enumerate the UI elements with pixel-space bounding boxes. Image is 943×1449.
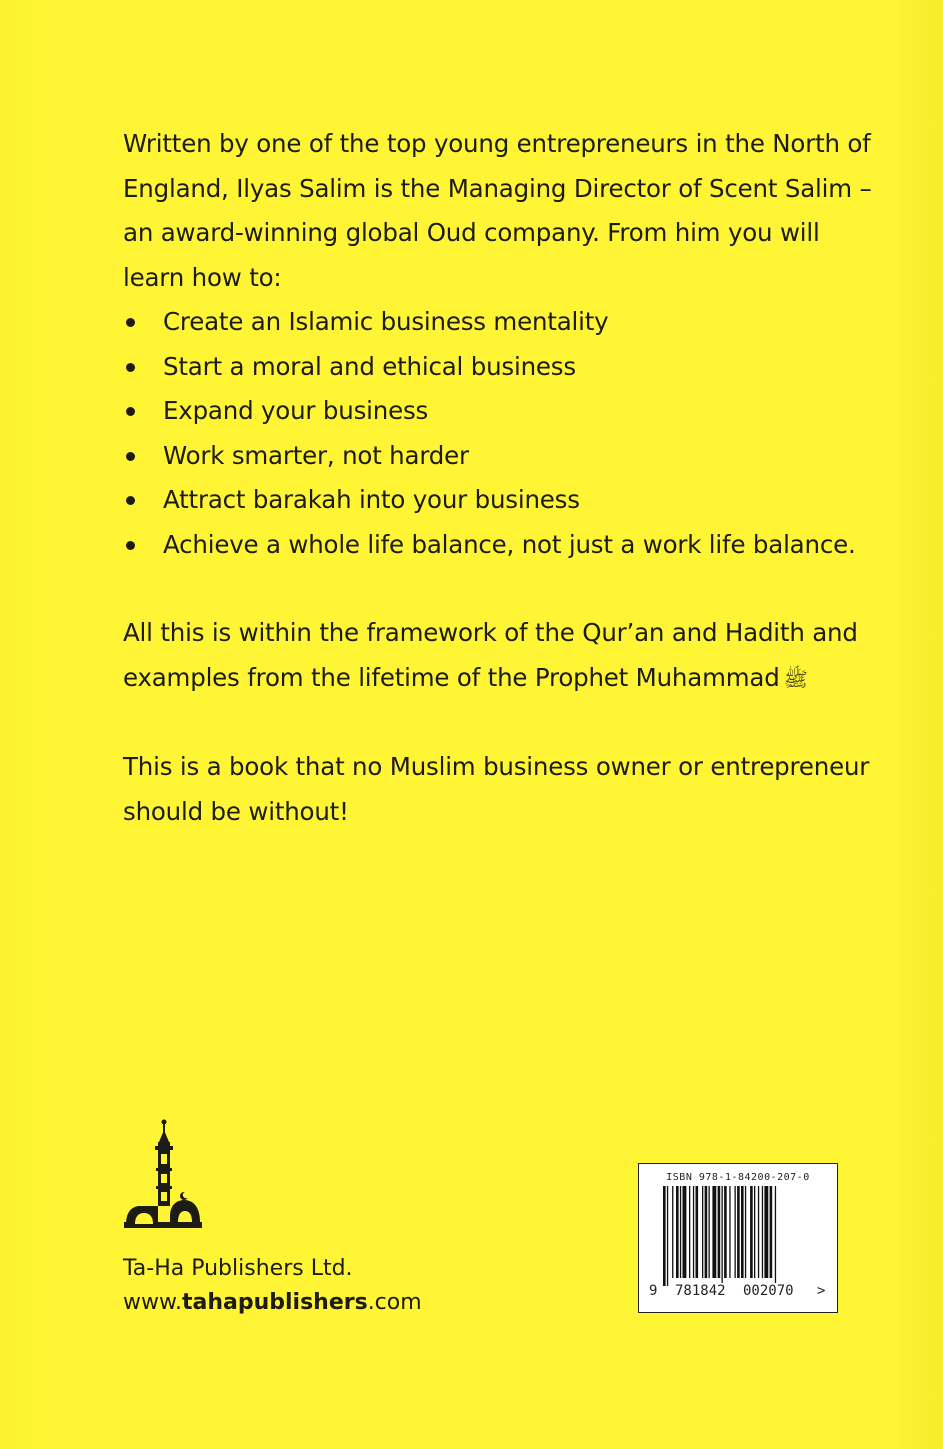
bullet-icon [126,452,135,461]
barcode-bar [683,1186,687,1278]
barcode-bar [754,1186,755,1278]
barcode-bar [750,1186,753,1278]
benefits-list [123,300,883,567]
barcode-bars [663,1186,813,1286]
list-item: Work smarter, not harder [123,434,883,479]
barcode-bar [709,1186,710,1278]
list-item: Attract barakah into your business [123,478,883,523]
blurb-text [123,122,883,834]
barcode-bar [735,1186,736,1278]
closing-paragraph: This is a book that no Muslim business owner or entrepreneur should be without! [123,752,870,826]
bullet-icon [126,496,135,505]
framework-paragraph: All this is within the framework of the Qur’an and Hadith and examples from the lifetime of the Prophet Muhammad ﷺ [123,618,858,692]
isbn-label: ISBN 978-1-84200-207-0 [666,1172,810,1183]
barcode-bar [741,1186,744,1278]
publisher-name: Ta-Ha Publishers Ltd. [123,1256,353,1281]
salawat-symbol: ﷺ [783,666,808,691]
barcode-bar [770,1186,773,1278]
barcode-bar [689,1186,690,1278]
publisher-url[interactable]: www.tahapublishers.com [123,1290,422,1315]
barcode-bar [712,1186,716,1278]
barcode-bar [764,1186,768,1278]
barcode-bar [722,1186,723,1286]
list-item: Achieve a whole life balance, not just a work life balance. [123,523,883,568]
bullet-icon [126,363,135,372]
barcode-digit-arrow: > [817,1283,826,1299]
barcode-bar [724,1186,727,1278]
barcode-bar [775,1186,776,1286]
barcode-bar [693,1186,694,1278]
barcode-bar [696,1186,699,1278]
barcode-bar [729,1186,730,1278]
barcode-bar [758,1186,759,1278]
list-item: Create an Islamic business mentality [123,300,883,345]
barcode-bar [676,1186,679,1278]
bullet-icon [126,318,135,327]
publisher-info [123,1252,422,1320]
list-item: Start a moral and ethical business [123,345,883,390]
barcode-bar [745,1186,746,1278]
barcode-bar [737,1186,740,1278]
barcode-bar [672,1186,673,1278]
bullet-icon [126,407,135,416]
barcode-bar [762,1186,763,1278]
barcode-bar [705,1186,708,1278]
minaret-dome-logo-icon [122,1118,204,1230]
barcode-bar [680,1186,681,1278]
barcode-bar [702,1186,703,1278]
barcode-digit-group-2: 002070 [743,1283,794,1299]
barcode-bar [663,1186,666,1286]
barcode-bar [667,1186,668,1286]
list-item: Expand your business [123,389,883,434]
barcode-digit-group-1: 781842 [675,1283,726,1299]
isbn-barcode [638,1163,838,1313]
intro-paragraph: Written by one of the top young entrepreneurs in the North of England, Ilyas Salim is the Managing Director of Scent Salim – an award-winning global Oud company. From him you will learn how to: [123,129,872,292]
bullet-icon [126,541,135,550]
barcode-digit-first: 9 [649,1283,658,1299]
barcode-bar [718,1186,721,1278]
